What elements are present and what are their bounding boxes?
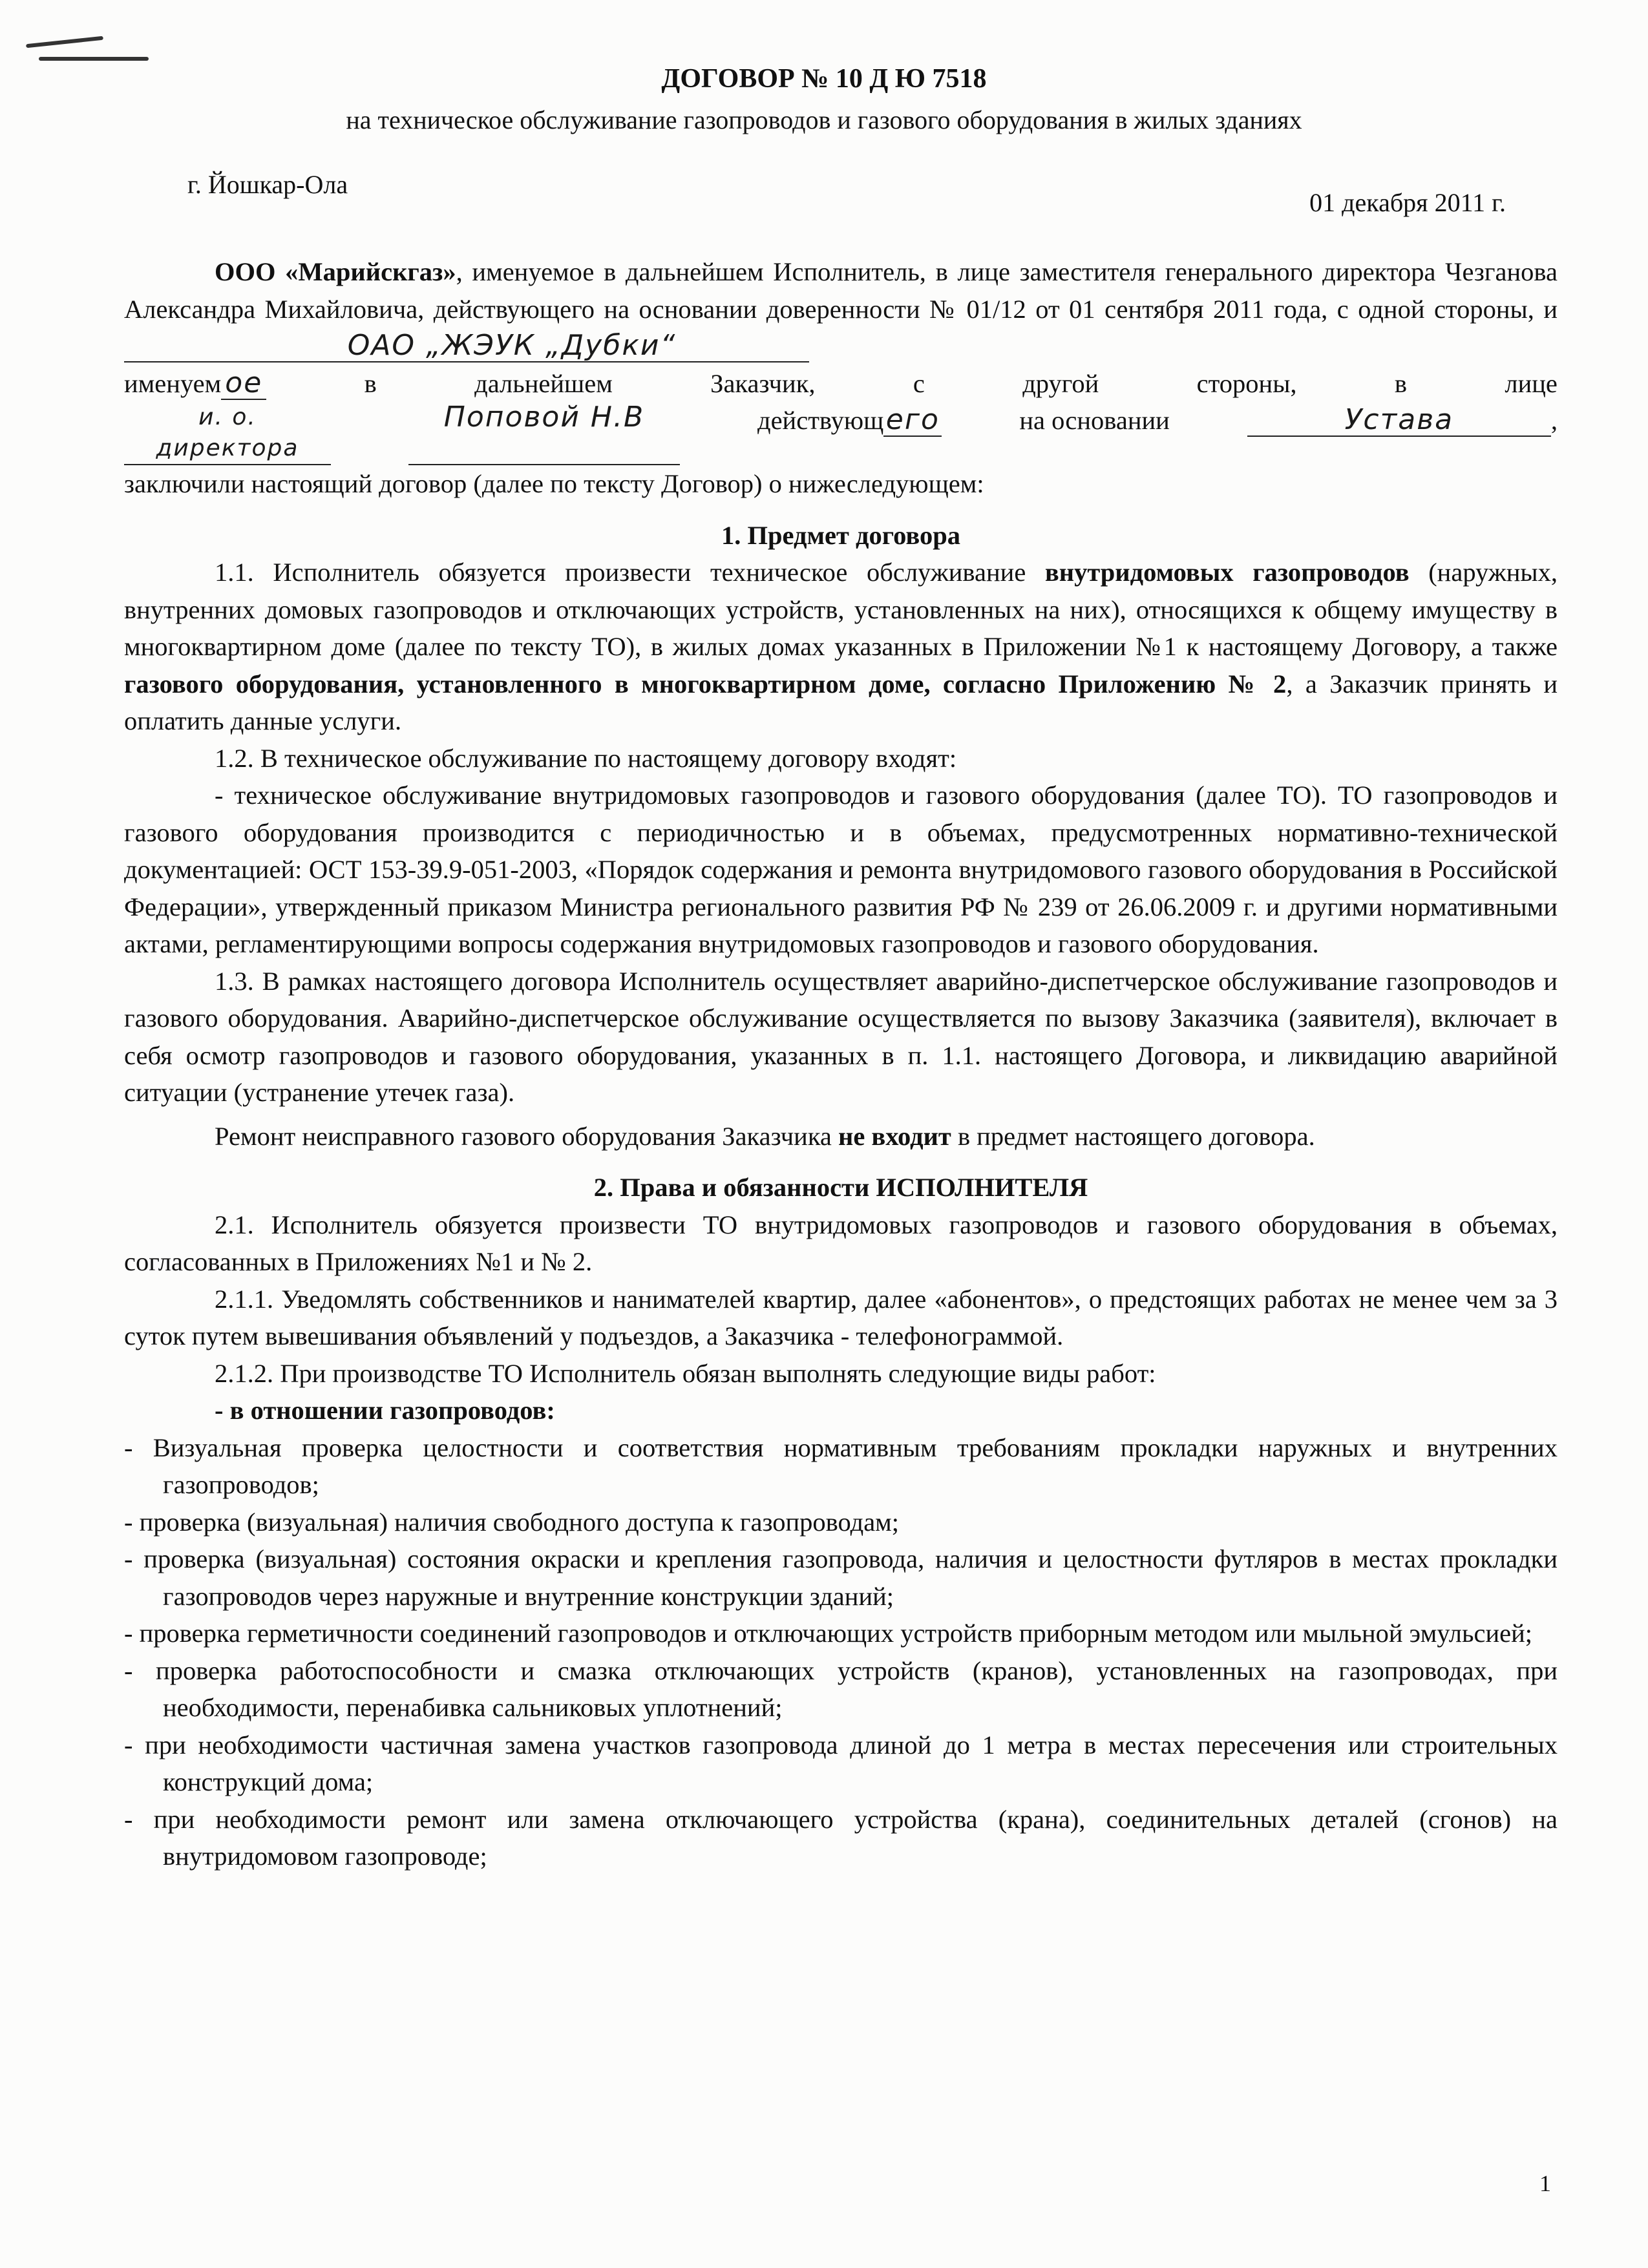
city: г. Йошкар-Ола — [187, 170, 348, 199]
repair-exclusion: Ремонт неисправного газового оборудования Заказчика не входит в предмет настоящего договора. — [215, 1121, 1315, 1151]
list-item: - проверка работоспособности и смазка отключающих устройств (кранов), установленных на газопроводах, при необходимости, перенабивка сальниковых уплотнений; — [124, 1655, 1558, 1722]
scan-mark — [26, 36, 103, 48]
clause-1-2-item: - техническое обслуживание внутридомовых газопроводов и газового оборудования (далее ТО). ТО газопроводов и газового оборудования производится с периодичностью и в объемах, предусмотренных нормативно-технической документацией: ОСТ 153-39.9-051-2003, «Порядок содержания и ремонта внутридомового газового оборудования в Российской Федерации», утвержденный приказом Министра регионального развития РФ № 239 от 26.06.2009 г. и другими нормативными актами, регламентирующими вопросы содержания внутридомовых газопроводов и газового оборудования. — [124, 781, 1558, 958]
list-item: - проверка герметичности соединений газопроводов и отключающих устройств приборным методом или мыльной эмульсией; — [124, 1619, 1533, 1648]
intro-word: стороны, — [1196, 368, 1297, 398]
list-item: - при необходимости ремонт или замена отключающего устройства (крана), соединительных деталей (сгонов) на внутридомовом газопроводе; — [124, 1804, 1558, 1871]
clause-2-1: 2.1. Исполнитель обязуется произвести ТО внутридомовых газопроводов и газового оборудования в объемах, согласованных в Приложениях №1 и № 2. — [124, 1210, 1558, 1276]
section-2-heading: 2. Права и обязанности ИСПОЛНИТЕЛЯ — [593, 1173, 1088, 1202]
intro-line — [124, 365, 1558, 403]
basis-text: на основании — [1019, 406, 1170, 435]
intro-word: другой — [1022, 368, 1099, 398]
intro-paragraph — [124, 253, 1558, 365]
clause-2-1-2: 2.1.2. При производстве ТО Исполнитель обязан выполнять следующие виды работ: — [215, 1358, 1156, 1388]
acting-word: действующего — [757, 402, 942, 465]
intro-word: в — [1394, 368, 1408, 398]
list-item: - Визуальная проверка целостности и соответствия нормативным требованиям прокладки наружных и внутренних газопроводов; — [124, 1433, 1558, 1499]
list-item: - при необходимости частичная замена участков газопровода длиной до 1 метра в местах пересечения или строительных конструкций дома; — [124, 1730, 1558, 1796]
list-item: - проверка (визуальная) состояния окраски и крепления газопровода, наличия и целостности футляров в местах прокладки газопроводов через наружные и внутренние конструкции зданий; — [124, 1544, 1558, 1611]
intro-word: Заказчик, — [710, 368, 816, 398]
basis-field: Устава , — [1247, 402, 1558, 465]
representative-position-handwritten: и. о. директора — [124, 402, 331, 465]
intro-word: с — [913, 368, 925, 398]
scan-mark — [39, 57, 149, 61]
intro-closing: заключили настоящий договор (далее по тексту Договор) о нижеследующем: — [124, 469, 984, 498]
company-name: ООО «Марийскгаз» — [215, 257, 456, 286]
clause-1-3: 1.3. В рамках настоящего договора Исполнитель осуществляет аварийно-диспетчерское обслуживание газопроводов и газового оборудования. Аварийно-диспетчерское обслуживание осуществляется по вызову Заказчика (заявителя), включает в себя осмотр газопроводов и газового оборудования, указанных в п. 1.1. настоящего Договора, и ликвидацию аварийной ситуации (устранение утечек газа). — [124, 966, 1558, 1107]
clause-1-2: 1.2. В техническое обслуживание по настоящему договору входят: — [215, 743, 957, 773]
document-subtitle: на техническое обслуживание газопроводов и газового оборудования в жилых зданиях — [346, 105, 1302, 134]
clause-2-1-1: 2.1.1. Уведомлять собственников и нанимателей квартир, далее «абонентов», о предстоящих работах не менее чем за 3 суток путем вывешивания объявлений у подъездов, а Заказчика - телефонограммой. — [124, 1284, 1558, 1350]
gas-pipelines-subheading: - в отношении газопроводов: — [215, 1396, 555, 1425]
intro-word: в — [364, 368, 377, 398]
intro-word: лице — [1505, 368, 1558, 398]
named-word: именуем ое — [124, 365, 266, 403]
intro-line — [124, 402, 1558, 465]
intro-text: , именуемое в дальнейшем Исполнитель, в лице заместителя генерального директора Чезганова Александра Михайловича, действующего на основании доверенности № 01/12 от 01 сентября 2011 года, с одной стороны, и — [124, 257, 1558, 324]
contract-date: 01 декабря 2011 г. — [1309, 188, 1506, 217]
named-suffix-handwritten: ое — [221, 368, 266, 400]
basis-handwritten: Устава — [1247, 404, 1551, 437]
section-1-heading: 1. Предмет договора — [721, 520, 961, 550]
representative-name-handwritten: Поповой Н.В — [408, 402, 680, 465]
acting-suffix-handwritten: его — [883, 404, 942, 437]
clause-1-1: 1.1. Исполнитель обязуется произвести техническое обслуживание внутридомовых газопроводов (наружных, внутренних домовых газопроводов и отключающих устройств, установленных на них), относящихся к общему имуществу в многоквартирном доме (далее по тексту ТО), в жилых домах указанных в Приложении №1 к настоящему Договору, а также газового оборудования, установленного в многоквартирном доме, согласно Приложению № 2, а Заказчик принять и оплатить данные услуги. — [124, 558, 1558, 735]
list-item: - проверка (визуальная) наличия свободного доступа к газопроводам; — [124, 1507, 900, 1537]
contract-body — [124, 253, 1558, 1875]
document-title: ДОГОВОР № 10 Д Ю 7518 — [661, 64, 987, 94]
intro-word: дальнейшем — [474, 368, 613, 398]
page-number: 1 — [1539, 2170, 1551, 2196]
customer-name-handwritten: ОАО „ЖЭУК „Дубки“ — [124, 330, 809, 362]
